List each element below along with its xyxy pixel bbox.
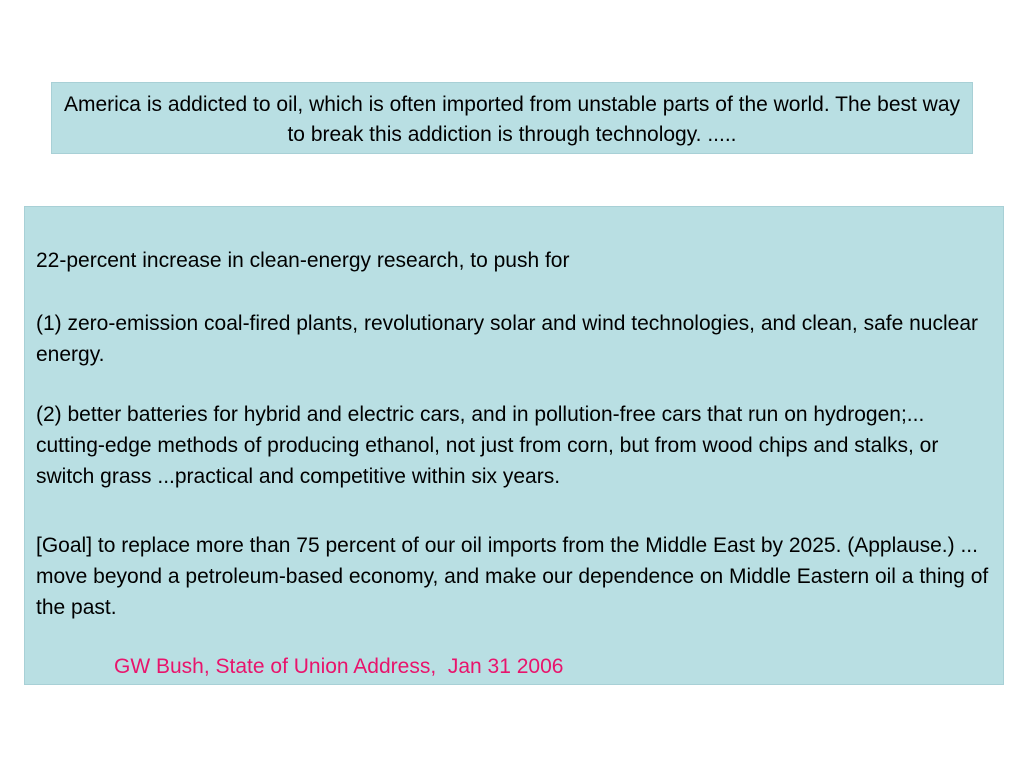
point-1-paragraph: (1) zero-emission coal-fired plants, revolutionary solar and wind technologies, and clean, safe nuclear energy.	[36, 312, 978, 366]
speech-excerpt-box	[24, 206, 1004, 685]
quote-text: America is addicted to oil, which is often imported from unstable parts of the world. The best way to break this addiction is through technology. .....	[63, 93, 961, 146]
point-2-paragraph: (2) better batteries for hybrid and electric cars, and in pollution-free cars that run on hydrogen;... cutting-edge methods of producing ethanol, not just from corn, but from wood chips and stalks, or switch grass ...practical and competitive within six years.	[36, 403, 939, 488]
research-paragraph: 22-percent increase in clean-energy research, to push for	[36, 249, 570, 272]
quote-box	[51, 82, 973, 154]
goal-paragraph: [Goal] to replace more than 75 percent of our oil imports from the Middle East by 2025. (Applause.) ... move beyond a petroleum-based economy, and make our dependence on Middle Eastern oil a thing of the past.	[36, 534, 989, 619]
attribution-text: GW Bush, State of Union Address, Jan 31 2006	[114, 655, 564, 678]
